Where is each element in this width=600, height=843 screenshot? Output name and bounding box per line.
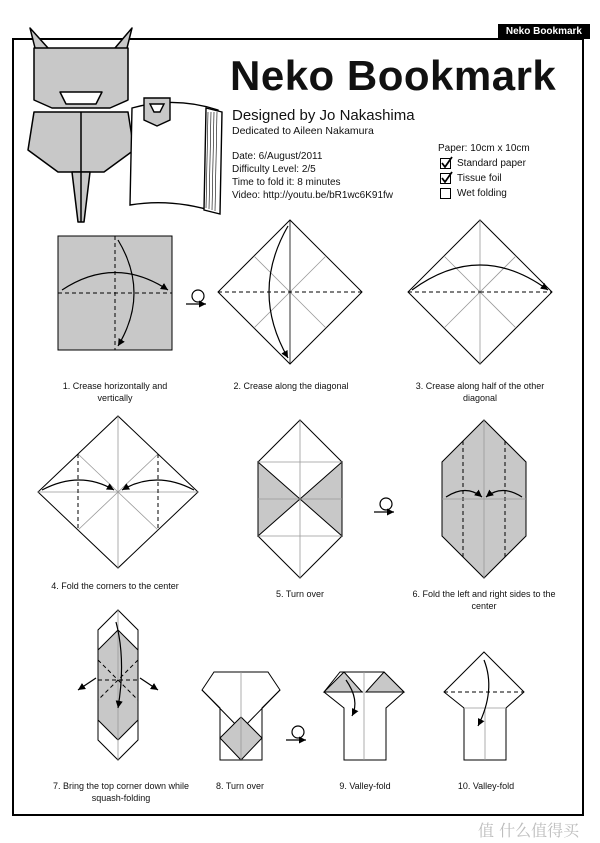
step-4-diagram [38, 416, 198, 568]
watermark-logo: 值 什么值得买 [478, 821, 580, 840]
check-icon [440, 158, 451, 169]
turn-over-icon-1 [186, 290, 206, 304]
designer-credit: Designed by Jo Nakashima [232, 107, 415, 124]
header-tab: Neko Bookmark [498, 24, 590, 39]
step-7-diagram [78, 610, 158, 760]
step-10-caption: 10. Valley-fold [457, 781, 515, 791]
time-text: Time to fold it: 8 minutes [232, 177, 341, 188]
step-3-diagram [408, 220, 552, 364]
date-text: Date: 6/August/2011 [232, 151, 323, 162]
step-2-caption: 2. Crease along the diagonal [233, 381, 349, 391]
paper-option-wet-folding [440, 188, 507, 199]
dedication: Dedicated to Aileen Nakamura [232, 125, 374, 137]
paper-option-label: Tissue foil [457, 173, 502, 184]
step-6-caption: 6. Fold the left and right sides to the center [412, 589, 556, 611]
book-illustration [130, 98, 222, 214]
step-9-caption: 9. Valley-fold [339, 781, 391, 791]
step-2-diagram [218, 220, 362, 364]
paper-option-tissue-foil [440, 173, 502, 184]
step-1-diagram [58, 236, 206, 350]
step-6-diagram [442, 420, 526, 578]
step-5-caption: 5. Turn over [275, 589, 325, 599]
step-10-diagram [444, 652, 524, 760]
step-8-caption: 8. Turn over [215, 781, 265, 791]
difficulty-text: Difficulty Level: 2/5 [232, 164, 316, 175]
step-4-caption: 4. Fold the corners to the center [51, 581, 179, 591]
paper-option-label: Wet folding [457, 188, 507, 199]
step-5-diagram [258, 420, 394, 578]
paper-option-standard [440, 158, 526, 169]
check-icon [440, 173, 451, 184]
turn-over-icon-3 [286, 726, 306, 740]
step-7-caption: 7. Bring the top corner down while squash-folding [52, 781, 190, 803]
step-3-caption: 3. Crease along half of the other diagonal [415, 381, 545, 403]
empty-checkbox-icon [440, 188, 451, 199]
step-1-caption: 1. Crease horizontally and vertically [62, 381, 168, 403]
cat-bookmark-illustration [28, 28, 134, 222]
video-link[interactable]: Video: http://youtu.be/bR1wc6K91fw [232, 190, 394, 201]
step-8-diagram [202, 672, 306, 760]
step-9-diagram [324, 672, 404, 760]
page-title: Neko Bookmark [230, 52, 557, 99]
turn-over-icon-2 [374, 498, 394, 512]
paper-size-text: Paper: 10cm x 10cm [438, 143, 530, 154]
paper-option-label: Standard paper [457, 158, 526, 169]
